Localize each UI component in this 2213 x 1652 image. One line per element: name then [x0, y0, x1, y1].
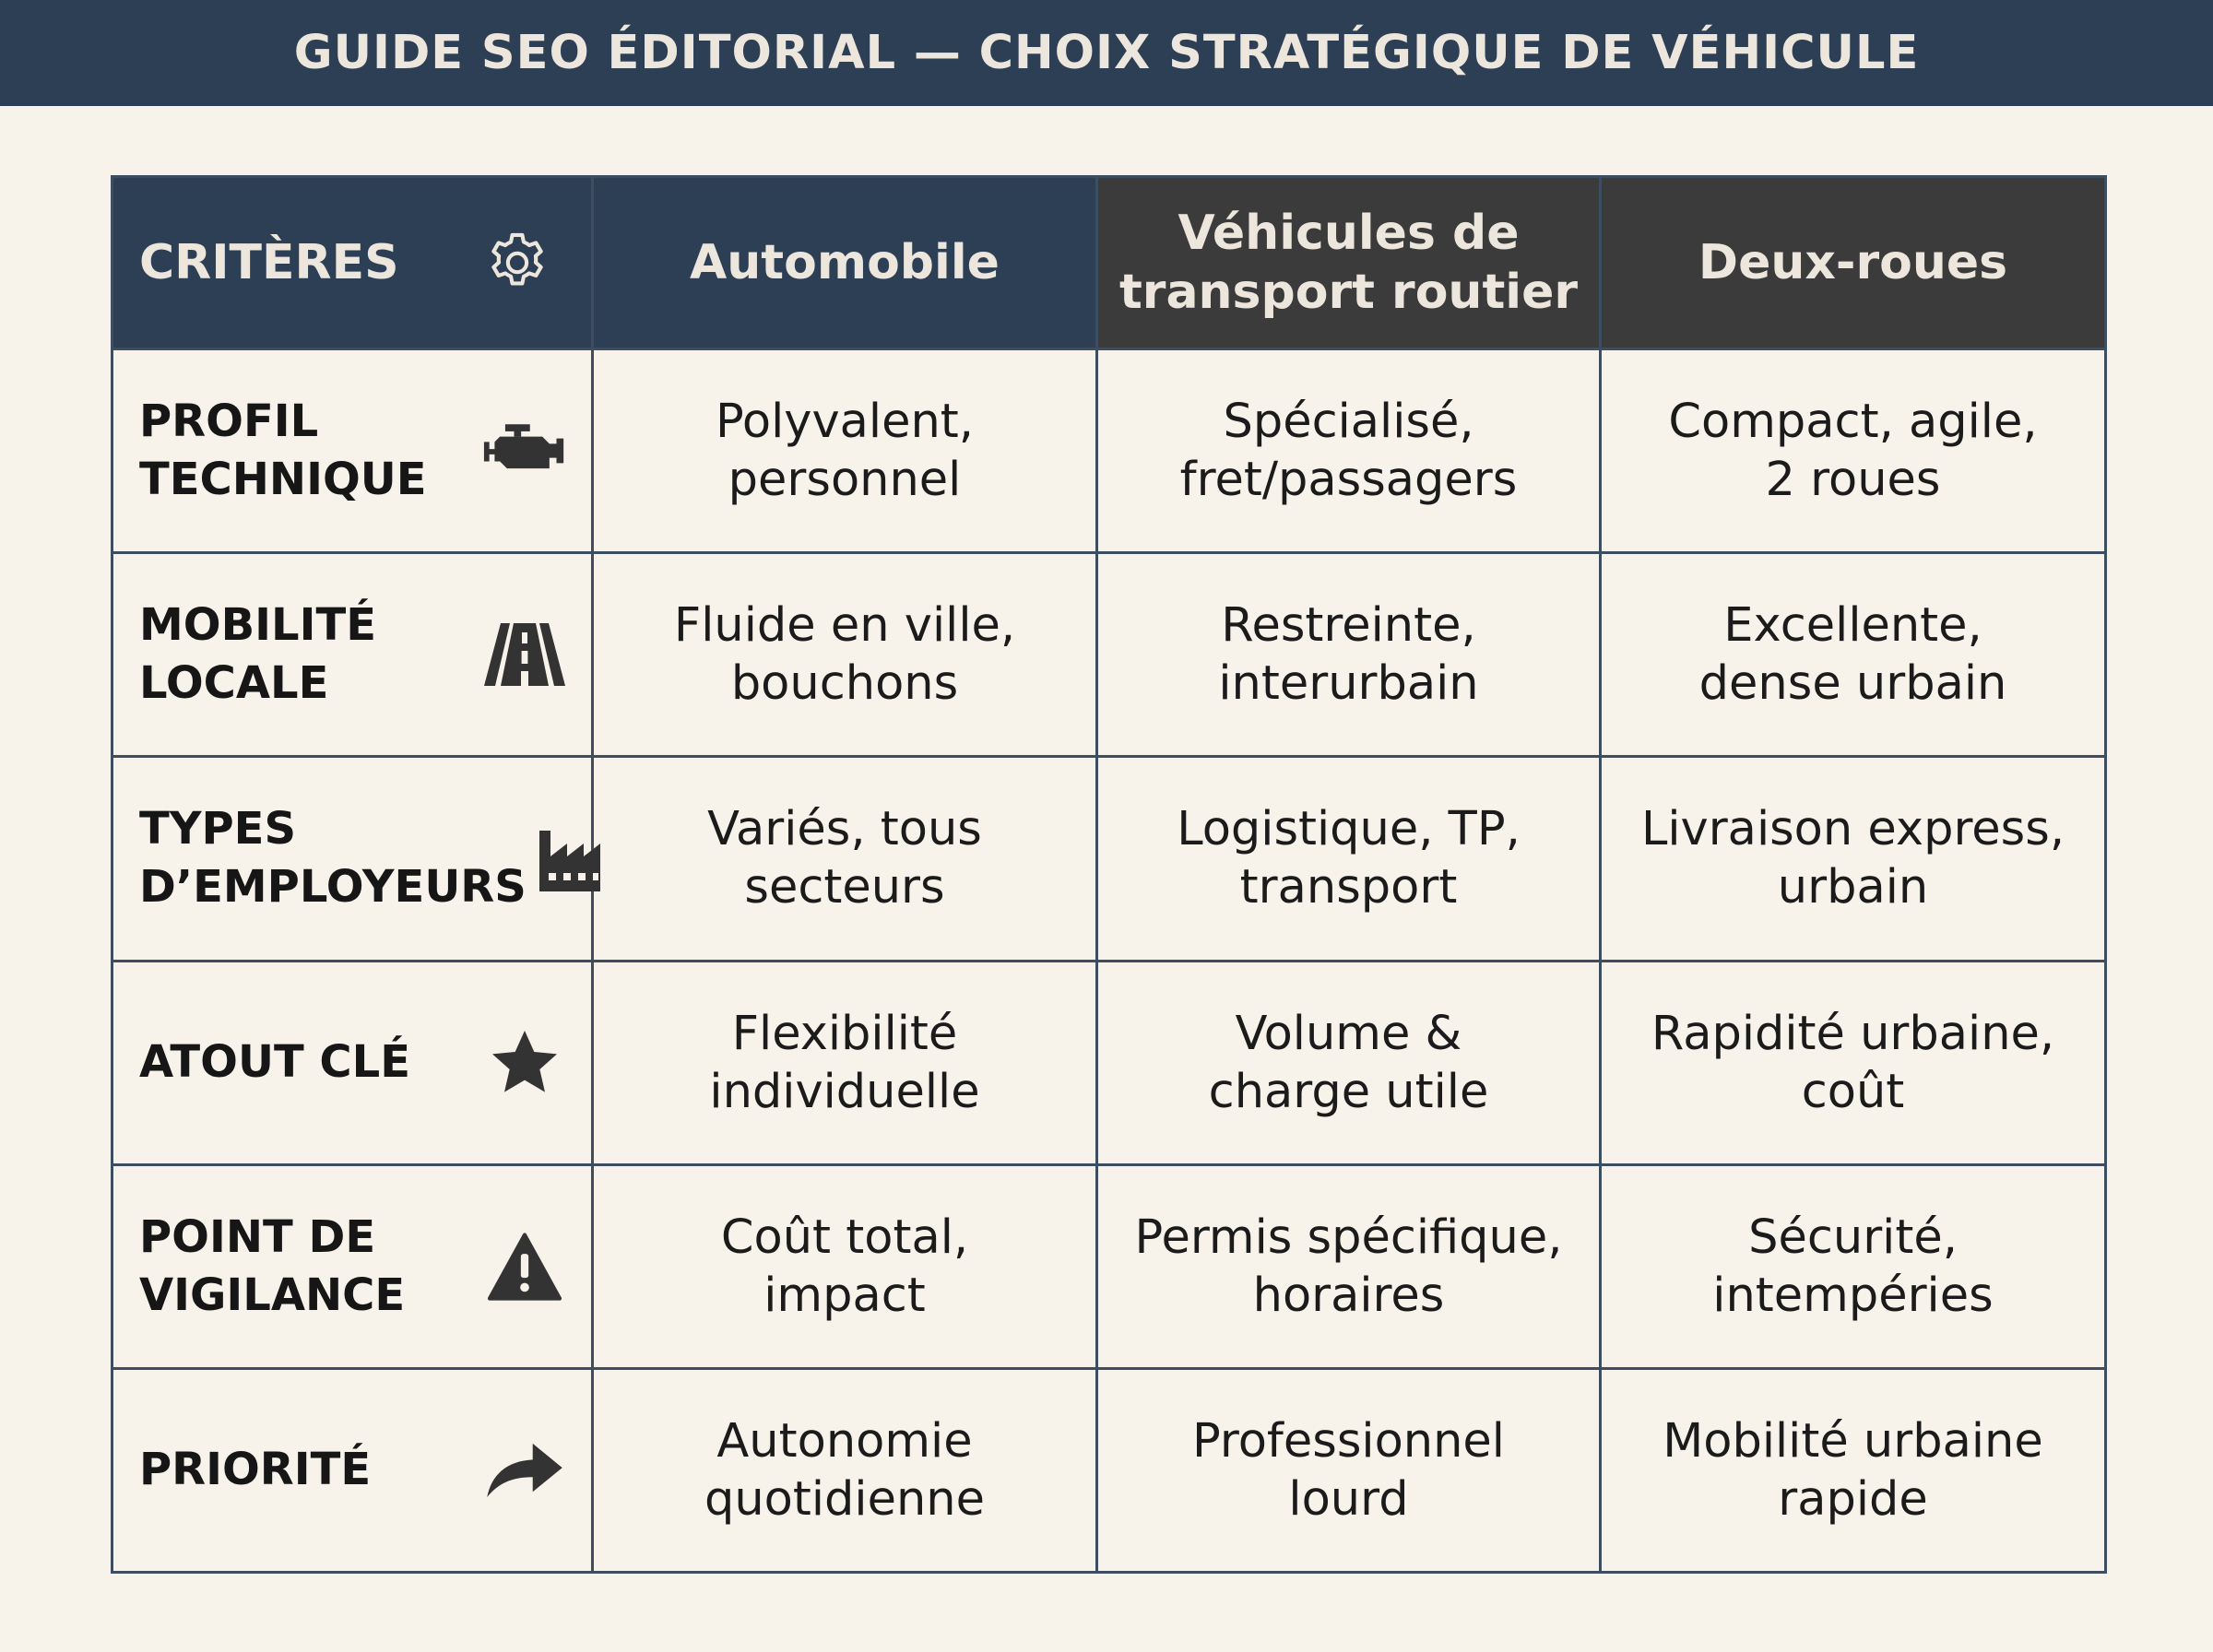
criterion-cell-profil-technique [112, 349, 593, 553]
criterion-label [139, 800, 527, 916]
table-header-row [112, 177, 2106, 349]
value-line: Sécurité, [1748, 1210, 1958, 1265]
value-cell [593, 1164, 1097, 1368]
criterion-line: VIGILANCE [139, 1268, 406, 1321]
value-line: Volume & [1235, 1006, 1462, 1061]
criterion-cell-priorite [112, 1368, 593, 1572]
value-line: 2 roues [1765, 453, 1941, 508]
criterion-label [139, 1209, 405, 1325]
value-line: bouchons [730, 656, 959, 712]
header-criteria-cell [112, 177, 593, 349]
value-cell [1601, 1164, 2106, 1368]
value-line: Mobilité urbaine [1663, 1413, 2043, 1469]
value-line: Restreinte, [1221, 598, 1476, 654]
value-cell [1601, 1368, 2106, 1572]
criterion-label [139, 596, 376, 713]
value-cell [1601, 553, 2106, 757]
table-row [112, 961, 2106, 1164]
value-cell [593, 553, 1097, 757]
value-line: impact [763, 1268, 926, 1323]
header-col-automobile [593, 177, 1097, 349]
header-col-label: Automobile [690, 235, 1000, 291]
arrow-forward-icon [479, 1424, 571, 1516]
criterion-line: ATOUT CLÉ [139, 1036, 410, 1089]
value-line: personnel [728, 453, 962, 508]
criterion-cell-point-de-vigilance [112, 1164, 593, 1368]
star-icon [479, 1017, 571, 1109]
value-line: Permis spécifique, [1134, 1210, 1563, 1265]
value-line: dense urbain [1698, 656, 2007, 712]
value-line: Excellente, [1723, 598, 1982, 654]
criterion-line: TYPES [139, 803, 297, 856]
comparison-table [111, 175, 2107, 1574]
criterion-line: MOBILITÉ [139, 599, 376, 652]
road-icon [479, 608, 571, 701]
value-cell [1097, 961, 1601, 1164]
table-row [112, 1368, 2106, 1572]
value-line: lourd [1288, 1471, 1409, 1527]
criterion-label [139, 1441, 371, 1499]
value-cell [593, 757, 1097, 961]
value-line: individuelle [709, 1064, 980, 1119]
warning-icon [479, 1221, 571, 1313]
table-row [112, 757, 2106, 961]
value-line: Compact, agile, [1668, 395, 2038, 450]
gear-icon [471, 217, 563, 309]
criterion-label [139, 393, 427, 509]
criterion-line: POINT DE [139, 1210, 376, 1263]
value-line: Coût total, [720, 1210, 969, 1265]
header-col-label: Deux-roues [1698, 235, 2008, 291]
value-line: intempéries [1712, 1268, 1994, 1323]
value-line: Autonomie [716, 1413, 973, 1469]
value-line: urbain [1777, 860, 1929, 915]
value-line: horaires [1252, 1268, 1445, 1323]
header-criteria-label: CRITÈRES [139, 235, 399, 291]
value-line: interurbain [1218, 656, 1479, 712]
value-line: Spécialisé, [1223, 395, 1474, 450]
value-line: Flexibilité [731, 1006, 958, 1061]
value-line: coût [1801, 1064, 1905, 1119]
table-row [112, 553, 2106, 757]
table-row [112, 349, 2106, 553]
value-cell [1601, 961, 2106, 1164]
factory-icon [527, 812, 619, 904]
title-banner [0, 0, 2213, 106]
criterion-line: TECHNIQUE [139, 454, 427, 506]
value-cell [593, 961, 1097, 1164]
header-col-deux-roues [1601, 177, 2106, 349]
value-cell [1601, 349, 2106, 553]
value-cell [1097, 1368, 1601, 1572]
value-line: transport [1239, 860, 1458, 915]
criterion-cell-types-employeurs [112, 757, 593, 961]
value-line: rapide [1778, 1471, 1928, 1527]
value-cell [1097, 553, 1601, 757]
criterion-cell-mobilite-locale [112, 553, 593, 757]
criterion-line: PRIORITÉ [139, 1444, 372, 1496]
criterion-line: D’EMPLOYEURS [139, 861, 527, 914]
engine-icon [479, 405, 571, 497]
value-line: Livraison express, [1640, 802, 2065, 857]
criterion-cell-atout-cle [112, 961, 593, 1164]
value-line: charge utile [1208, 1064, 1489, 1119]
value-line: Fluide en ville, [673, 598, 1016, 654]
criterion-line: LOCALE [139, 657, 329, 710]
value-line: Polyvalent, [715, 395, 974, 450]
value-cell [1601, 757, 2106, 961]
header-col-label: Véhicules de [1178, 206, 1520, 262]
value-line: Rapidité urbaine, [1651, 1006, 2055, 1061]
value-cell [593, 1368, 1097, 1572]
page-title: GUIDE SEO ÉDITORIAL — CHOIX STRATÉGIQUE DE VÉHICULE [293, 26, 1920, 80]
value-cell [1097, 757, 1601, 961]
value-line: fret/passagers [1179, 453, 1518, 508]
value-line: Variés, tous [707, 802, 982, 857]
value-cell [1097, 349, 1601, 553]
header-col-label: transport routier [1118, 265, 1579, 321]
criterion-line: PROFIL [139, 395, 319, 448]
value-cell [1097, 1164, 1601, 1368]
table-row [112, 1164, 2106, 1368]
value-line: Professionnel [1192, 1413, 1505, 1469]
value-line: secteurs [744, 860, 945, 915]
value-line: quotidienne [704, 1471, 985, 1527]
value-line: Logistique, TP, [1177, 802, 1521, 857]
value-cell [593, 349, 1097, 553]
header-col-transport [1097, 177, 1601, 349]
criterion-label [139, 1033, 410, 1092]
